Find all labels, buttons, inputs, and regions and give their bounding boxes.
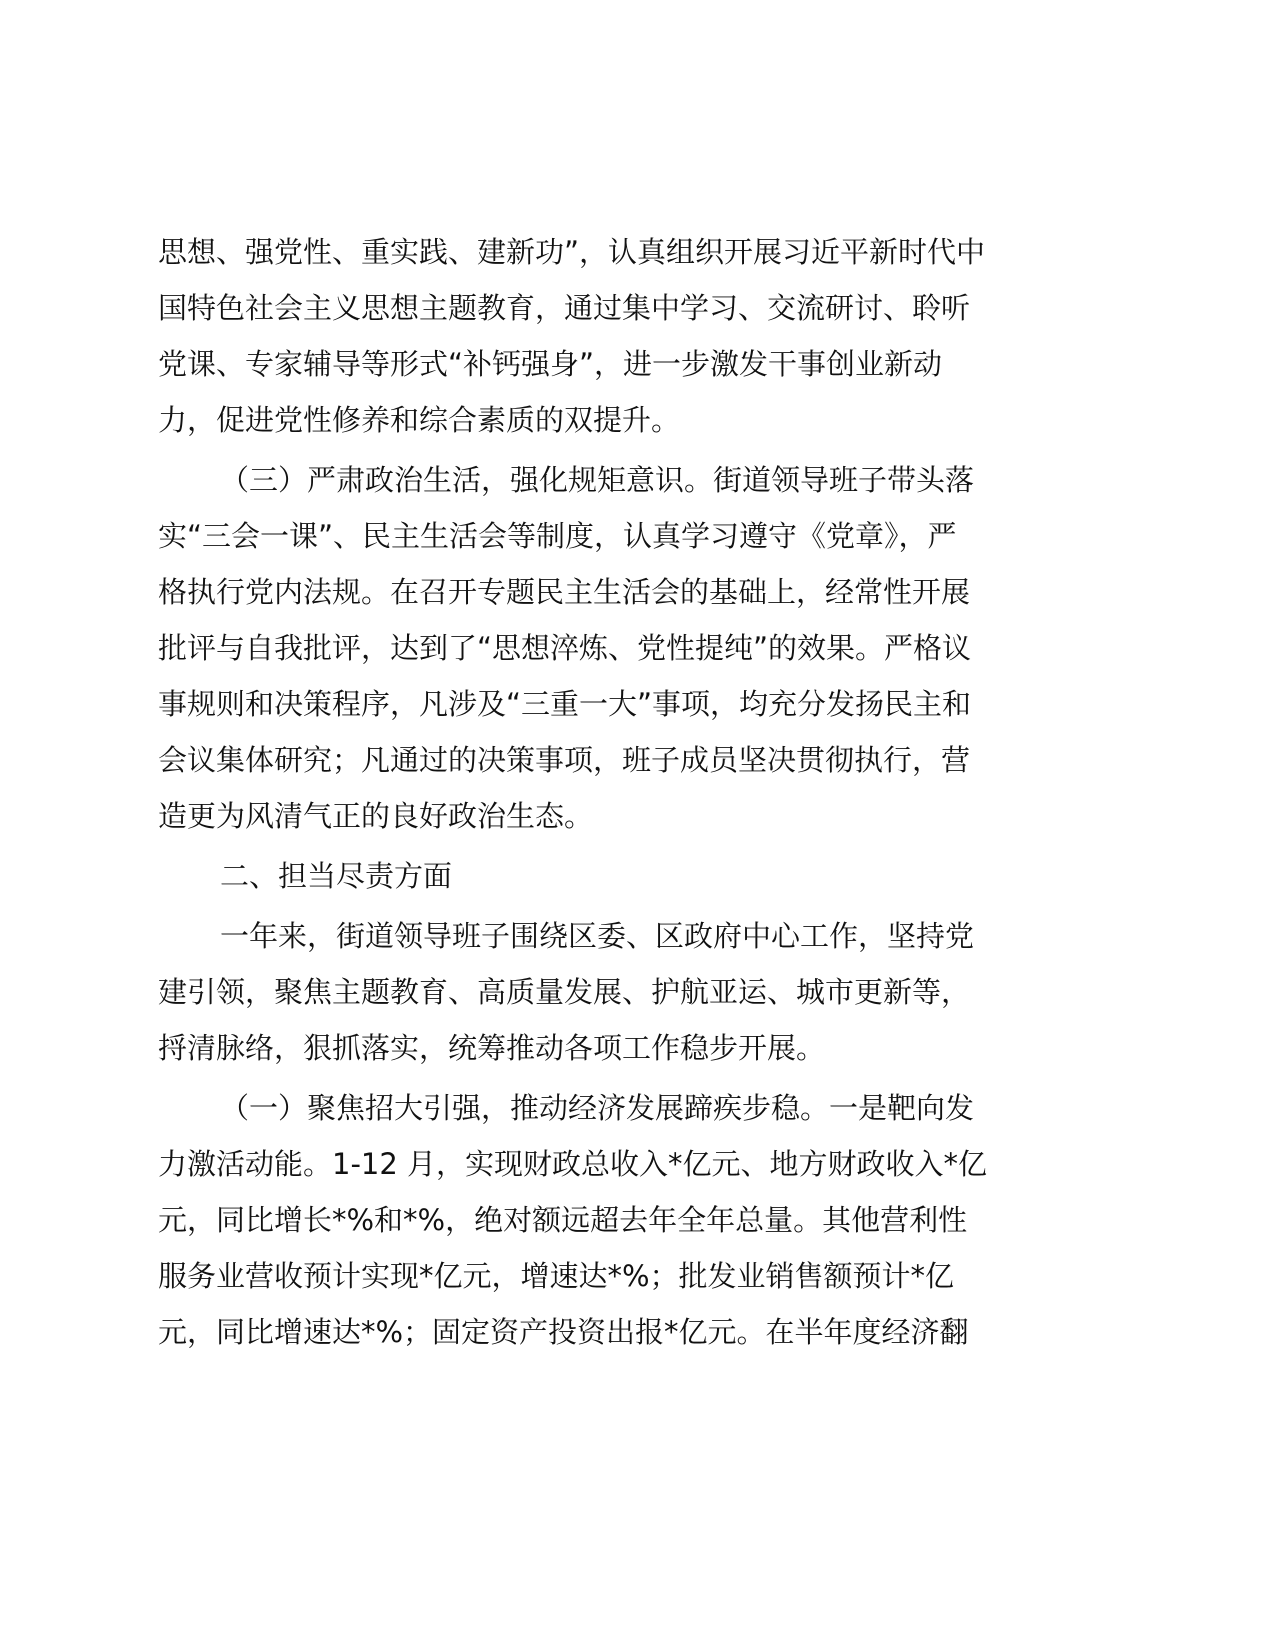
paragraph-4 [158,1080,1078,1360]
text-line: 思想、强党性、重实践、建新功”，认真组织开展习近平新时代中 [158,235,986,269]
text-line: 实“三会一课”、民主生活会等制度，认真学习遵守《党章》，严 [158,519,957,553]
text-line: 服务业营收预计实现*亿元，增速达*%；批发业销售额预计*亿 [158,1259,955,1293]
text-line: 建引领，聚焦主题教育、高质量发展、护航亚运、城市更新等， [158,975,971,1009]
text-line: 格执行党内法规。在召开专题民主生活会的基础上，经常性开展 [158,575,971,609]
text-line: 事规则和决策程序，凡涉及“三重一大”事项，均充分发扬民主和 [158,687,972,721]
paragraph-1 [158,224,1078,448]
text-line: 造更为风清气正的良好政治生态。 [158,799,594,833]
text-line: 党课、专家辅导等形式“补钙强身”，进一步激发干事创业新动 [158,347,943,381]
text-line: 批评与自我批评，达到了“思想淬炼、党性提纯”的效果。严格议 [158,631,972,665]
section-heading [158,848,1078,904]
text-line: 捋清脉络，狠抓落实，统筹推动各项工作稳步开展。 [158,1031,826,1065]
paragraph-3 [158,908,1078,1076]
text-line: 元，同比增长*%和*%，绝对额远超去年全年总量。其他营利性 [158,1203,968,1237]
heading-line: 二、担当尽责方面 [220,859,453,893]
text-line: 元，同比增速达*%；固定资产投资出报*亿元。在半年度经济翻 [158,1315,969,1349]
text-line: 国特色社会主义思想主题教育，通过集中学习、交流研讨、聆听 [158,291,971,325]
text-line: （三）严肃政治生活，强化规矩意识。街道领导班子带头落 [220,463,975,497]
paragraph-2 [158,452,1078,844]
text-line: 一年来，街道领导班子围绕区委、区政府中心工作，坚持党 [220,919,975,953]
text-line: 会议集体研究；凡通过的决策事项，班子成员坚决贯彻执行，营 [158,743,971,777]
document-body [158,224,1078,1360]
text-line: （一）聚焦招大引强，推动经济发展蹄疾步稳。一是靶向发 [220,1091,975,1125]
text-line: 力，促进党性修养和综合素质的双提升。 [158,403,681,437]
text-line: 力激活动能。1-12 月，实现财政总收入*亿元、地方财政收入*亿 [158,1147,988,1181]
